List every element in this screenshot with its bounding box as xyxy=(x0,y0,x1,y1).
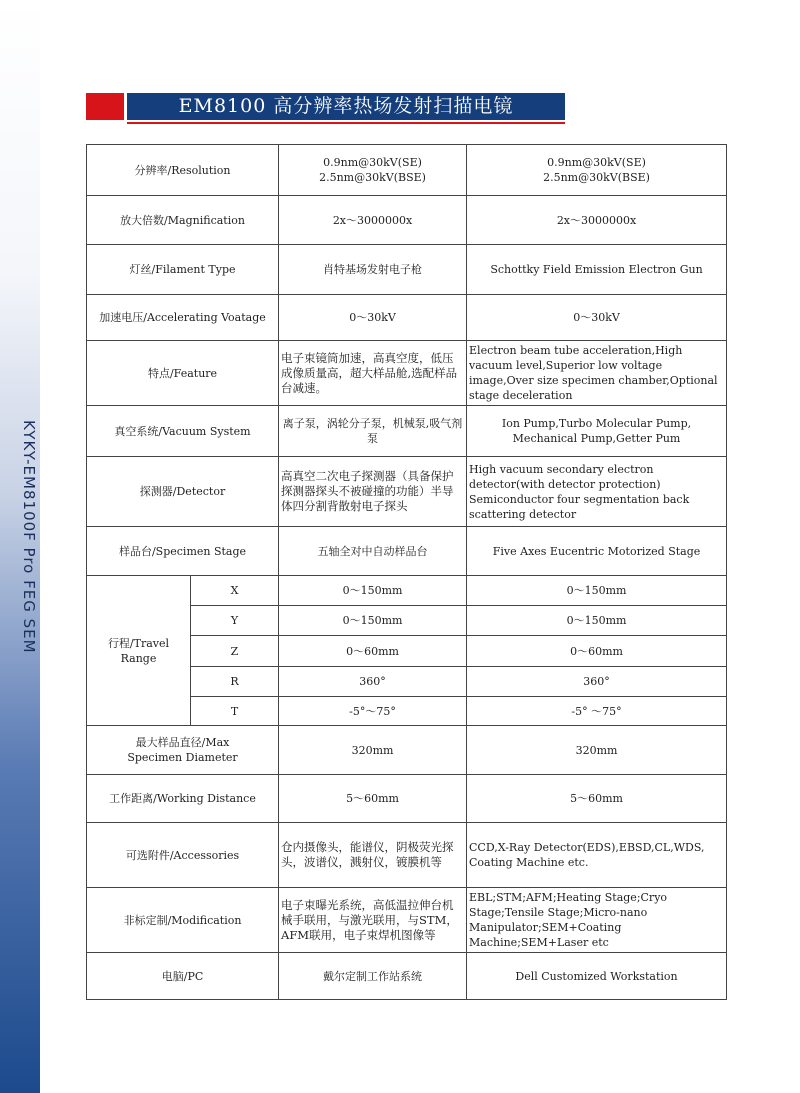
table-row xyxy=(87,527,727,576)
cn-value: 高真空二次电子探测器（具备保护探测器探头不被碰撞的功能）半导体四分割背散射电子探头 xyxy=(279,457,467,527)
cn-value: 0～60mm xyxy=(279,636,467,667)
axis-label: X xyxy=(191,576,279,606)
cn-value: 0.9nm@30kV(SE) 2.5nm@30kV(BSE) xyxy=(279,145,467,196)
table-row xyxy=(87,341,727,406)
en-value: 360° xyxy=(467,667,727,697)
row-label: 灯丝/Filament Type xyxy=(87,245,279,295)
en-value: Dell Customized Workstation xyxy=(467,953,727,1000)
cn-value: -5°～75° xyxy=(279,697,467,726)
en-value: 0～60mm xyxy=(467,636,727,667)
en-value: 0～30kV xyxy=(467,295,727,341)
title-accent-block xyxy=(86,93,124,120)
title-underline xyxy=(127,122,565,124)
cn-value: 戴尔定制工作站系统 xyxy=(279,953,467,1000)
row-label: 加速电压/Accelerating Voatage xyxy=(87,295,279,341)
en-value: Schottky Field Emission Electron Gun xyxy=(467,245,727,295)
row-label: 放大倍数/Magnification xyxy=(87,196,279,245)
table-row xyxy=(87,295,727,341)
row-label: 探测器/Detector xyxy=(87,457,279,527)
en-value: Five Axes Eucentric Motorized Stage xyxy=(467,527,727,576)
en-value: 0～150mm xyxy=(467,606,727,636)
row-label: 可选附件/Accessories xyxy=(87,823,279,888)
table-row xyxy=(87,406,727,457)
row-label: 最大样品直径/Max Specimen Diameter xyxy=(87,726,279,775)
cn-value: 0～30kV xyxy=(279,295,467,341)
table-row xyxy=(87,576,727,606)
row-label: 电脑/PC xyxy=(87,953,279,1000)
en-value: High vacuum secondary electron detector(with detector protection) Semiconductor four segmentation back scattering detector xyxy=(467,457,727,527)
table-row xyxy=(87,953,727,1000)
row-label: 样品台/Specimen Stage xyxy=(87,527,279,576)
en-value: 5～60mm xyxy=(467,775,727,823)
page-title: EM8100 高分辨率热场发射扫描电镜 xyxy=(127,93,565,120)
table-row xyxy=(87,245,727,295)
axis-label: R xyxy=(191,667,279,697)
cn-value: 电子束曝光系统，高低温拉伸台机械手联用，与激光联用，与STM，AFM联用，电子束焊机图像等 xyxy=(279,888,467,953)
row-label: 非标定制/Modification xyxy=(87,888,279,953)
en-value: -5° ～75° xyxy=(467,697,727,726)
cn-value: 320mm xyxy=(279,726,467,775)
en-value: 0.9nm@30kV(SE) 2.5nm@30kV(BSE) xyxy=(467,145,727,196)
side-banner xyxy=(0,0,40,1093)
table-row xyxy=(87,775,727,823)
axis-label: Y xyxy=(191,606,279,636)
cn-value: 仓内摄像头，能谱仪，阴极荧光探头，波谱仪，溅射仪，镀膜机等 xyxy=(279,823,467,888)
en-value: 320mm xyxy=(467,726,727,775)
table-row xyxy=(87,457,727,527)
spec-table xyxy=(86,144,727,1000)
row-label: 真空系统/Vacuum System xyxy=(87,406,279,457)
en-value: EBL;STM;AFM;Heating Stage;Cryo Stage;Tensile Stage;Micro-nano Manipulator;SEM+Coating Machine;SEM+Laser etc xyxy=(467,888,727,953)
cn-value: 离子泵，涡轮分子泵，机械泵,吸气剂泵 xyxy=(279,406,467,457)
cn-value: 电子束镜筒加速，高真空度，低压成像质量高，超大样品舱,选配样品台减速。 xyxy=(279,341,467,406)
table-row xyxy=(87,196,727,245)
en-value: Electron beam tube acceleration,High vacuum level,Superior low voltage image,Over size specimen chamber,Optional stage deceleration xyxy=(467,341,727,406)
row-label: 特点/Feature xyxy=(87,341,279,406)
en-value: Ion Pump,Turbo Molecular Pump, Mechanical Pump,Getter Pum xyxy=(467,406,727,457)
cn-value: 0～150mm xyxy=(279,606,467,636)
en-value: CCD,X-Ray Detector(EDS),EBSD,CL,WDS, Coating Machine etc. xyxy=(467,823,727,888)
row-label: 分辨率/Resolution xyxy=(87,145,279,196)
cn-value: 2x～3000000x xyxy=(279,196,467,245)
cn-value: 5～60mm xyxy=(279,775,467,823)
travel-label: 行程/Travel Range xyxy=(87,576,191,726)
cn-value: 360° xyxy=(279,667,467,697)
cn-value: 0～150mm xyxy=(279,576,467,606)
en-value: 2x～3000000x xyxy=(467,196,727,245)
table-row xyxy=(87,823,727,888)
table-row xyxy=(87,888,727,953)
en-value: 0～150mm xyxy=(467,576,727,606)
cn-value: 肖特基场发射电子枪 xyxy=(279,245,467,295)
axis-label: T xyxy=(191,697,279,726)
table-row xyxy=(87,726,727,775)
row-label: 工作距离/Working Distance xyxy=(87,775,279,823)
side-product-label: KYKY-EM8100F Pro FEG SEM xyxy=(20,420,38,654)
table-row xyxy=(87,145,727,196)
axis-label: Z xyxy=(191,636,279,667)
cn-value: 五轴全对中自动样品台 xyxy=(279,527,467,576)
